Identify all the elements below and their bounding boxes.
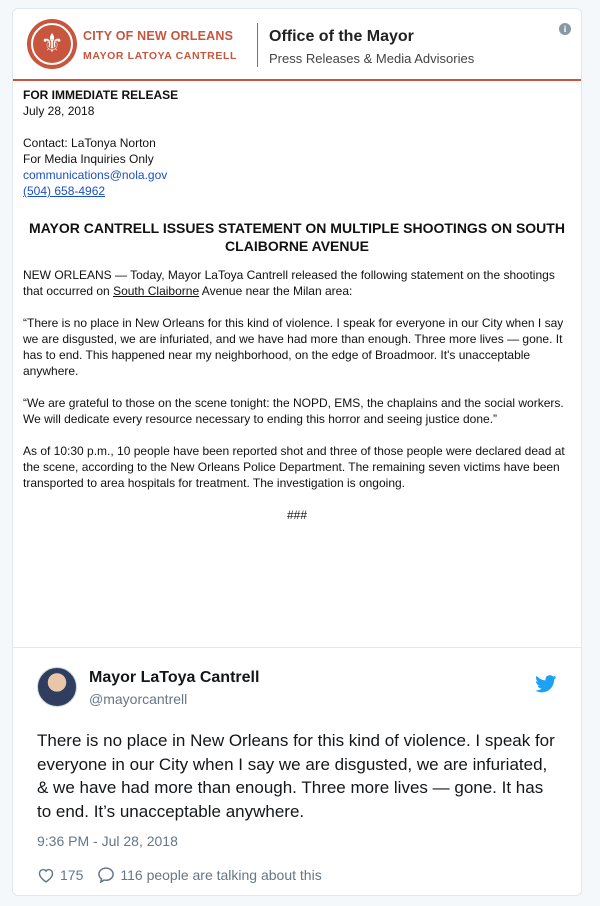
talking-count: 116 people are talking about this xyxy=(120,866,322,883)
release-label: FOR IMMEDIATE RELEASE xyxy=(23,88,179,102)
street-link: South Claiborne xyxy=(113,284,200,298)
press-release-image xyxy=(13,9,581,648)
release-paragraph-3: “We are grateful to those on the scene tonight: the NOPD, EMS, the chaplains and the social workers. We will dedicate every resource necessary to ending this horror and seeing justice done.” xyxy=(23,396,564,426)
avatar[interactable] xyxy=(37,667,77,707)
author-name[interactable]: Mayor LaToya Cantrell xyxy=(89,669,260,686)
tweet xyxy=(13,647,581,895)
twitter-bird-icon[interactable] xyxy=(535,675,557,693)
contact-phone: (504) 658-4962 xyxy=(23,184,106,198)
contact-email: communications@nola.gov xyxy=(23,168,168,182)
header-divider xyxy=(257,23,258,67)
media-inquiries: For Media Inquiries Only xyxy=(23,152,154,166)
office-title: Office of the Mayor xyxy=(269,28,414,45)
letterhead xyxy=(13,9,581,81)
city-seal-logo xyxy=(27,19,77,69)
comment-icon xyxy=(97,866,115,883)
tweet-card xyxy=(12,8,582,896)
info-icon[interactable]: i xyxy=(559,23,571,35)
release-date: July 28, 2018 xyxy=(23,104,95,118)
like-count: 175 xyxy=(60,866,84,883)
city-name: CITY OF NEW ORLEANS xyxy=(83,29,234,43)
reply-button[interactable] xyxy=(97,866,321,883)
release-paragraph-1: NEW ORLEANS — Today, Mayor LaToya Cantrell released the following statement on the shootings that occurred on South Claiborne Avenue near the Milan area: xyxy=(23,268,555,298)
release-body xyxy=(23,87,571,523)
mayor-name-line: MAYOR LATOYA CANTRELL xyxy=(83,50,237,62)
release-paragraph-2: “There is no place in New Orleans for this kind of violence. I speak for everyone in our City when I say we are disgusted, we are infuriated, and we have had more than enough. Three more lives — gone. It has to end. This happened near my neighborhood, on the edge of Broadmoor. It's unacceptable anywhere. xyxy=(23,316,564,378)
contact-name: Contact: LaTonya Norton xyxy=(23,136,156,150)
like-button[interactable] xyxy=(37,867,83,883)
tweet-text: There is no place in New Orleans for this kind of violence. I speak for everyone in our City when I say we are disgusted, we are infuriated, & we have had more than enough. Three more lives — gone. It has to end. It’s unacceptable anywhere. xyxy=(37,731,555,821)
tweet-actions xyxy=(37,866,336,883)
release-headline: MAYOR CANTRELL ISSUES STATEMENT ON MULTIPLE SHOOTINGS ON SOUTH CLAIBORNE AVENUE xyxy=(29,220,565,254)
tweet-timestamp[interactable]: 9:36 PM - Jul 28, 2018 xyxy=(37,833,178,849)
author-handle[interactable]: @mayorcantrell xyxy=(89,691,188,707)
office-subtitle: Press Releases & Media Advisories xyxy=(269,51,475,66)
end-mark: ### xyxy=(286,508,308,522)
release-paragraph-4: As of 10:30 p.m., 10 people have been reported shot and three of those people were declared dead at the scene, according to the New Orleans Police Department. The remaining seven victims have been transported to area hospitals for treatment. The investigation is ongoing. xyxy=(23,444,565,490)
fleur-de-lis-icon: ⚜ xyxy=(31,23,73,65)
heart-icon xyxy=(37,867,55,883)
